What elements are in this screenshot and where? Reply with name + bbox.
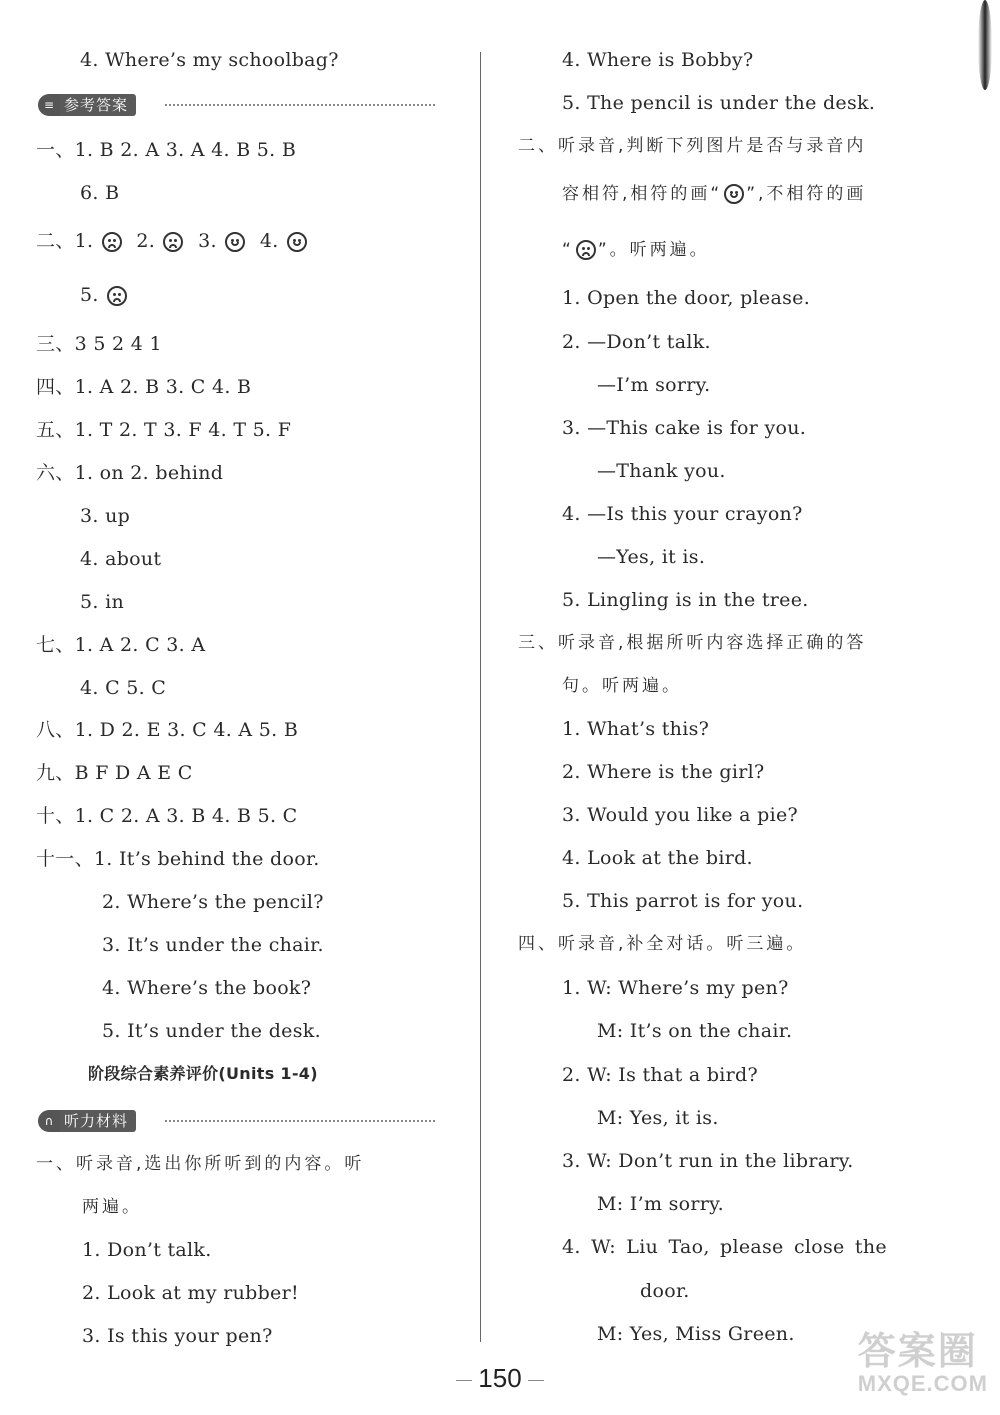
answer-4: 四、1. A 2. B 3. C 4. B: [36, 376, 252, 398]
q4-item-2: 2. W: Is that a bird?: [562, 1064, 758, 1086]
watermark-line-2: MXQE.COM: [857, 1371, 988, 1396]
happy-face-icon: [287, 232, 307, 252]
q3-item-3: 3. Would you like a pie?: [562, 804, 798, 826]
q2-item-4b: —Yes, it is.: [597, 546, 706, 568]
q2-line-b-mid: ”,不相符的画: [746, 184, 867, 204]
q3-item-4: 4. Look at the bird.: [562, 847, 753, 869]
q4-item-1: 1. W: Where’s my pen?: [562, 977, 789, 999]
happy-face-icon: [225, 232, 245, 252]
column-divider: [480, 52, 481, 1342]
q2-item-1: 1. Open the door, please.: [562, 287, 811, 309]
answer-2-prefix: 二、1.: [36, 230, 94, 252]
q3-item-2: 2. Where is the girl?: [562, 761, 765, 783]
answers-tag: [38, 94, 136, 116]
q4-item-4: 4. W: Liu Tao, please close the: [562, 1236, 887, 1258]
happy-face-icon: [724, 184, 744, 204]
answer-6b: 3. up: [80, 505, 131, 527]
q4-item-1b: M: It’s on the chair.: [597, 1020, 793, 1042]
answer-5: 五、1. T 2. T 3. F 4. T 5. F: [36, 419, 292, 441]
page-number: [0, 1363, 1000, 1394]
sad-face-icon: [102, 232, 122, 252]
headphones-icon: ∩: [38, 1110, 60, 1132]
q2-line-c-post: ”。听两遍。: [597, 240, 710, 260]
sad-face-icon: [107, 286, 127, 306]
q3-line-b: 句。听两遍。: [562, 676, 682, 696]
listening-tag: [38, 1110, 136, 1132]
q3-item-1: 1. What’s this?: [562, 718, 710, 740]
page-number-dash-right: [528, 1380, 544, 1381]
answer-1b: 6. B: [80, 182, 120, 204]
q2-item-2: 2. —Don’t talk.: [562, 331, 711, 353]
answer-6d: 5. in: [80, 591, 124, 613]
sad-face-icon: [576, 240, 596, 260]
answer-6c: 4. about: [80, 548, 162, 570]
q2-line-a: 二、听录音,判断下列图片是否与录音内: [518, 136, 867, 156]
q4-item-4b: door.: [640, 1280, 690, 1302]
q4-line-a: 四、听录音,补全对话。听三遍。: [518, 934, 807, 954]
sad-face-icon: [163, 232, 183, 252]
listening-dotted-rule: [165, 1120, 435, 1122]
answer-2b-num: 5.: [80, 284, 99, 306]
q4-item-5: M: Yes, Miss Green.: [597, 1323, 795, 1345]
listening-tag-label: 听力材料: [60, 1110, 136, 1132]
q4-item-2b: M: Yes, it is.: [597, 1107, 719, 1129]
right-line-2: 5. The pencil is under the desk.: [562, 92, 876, 114]
watermark-line-1: 答案圈: [857, 1331, 978, 1373]
answer-6: 六、1. on 2. behind: [36, 462, 224, 484]
answer-2: [36, 229, 309, 253]
q3-item-5: 5. This parrot is for you.: [562, 890, 804, 912]
answer-2-num-2: 2.: [136, 230, 156, 252]
q2-item-4: 4. —Is this your crayon?: [562, 503, 803, 525]
answers-icon: ≡: [38, 94, 60, 116]
answer-11d: 4. Where’s the book?: [102, 977, 312, 999]
watermark: [858, 1320, 988, 1397]
answer-9: 九、B F D A E C: [36, 762, 193, 784]
answer-7: 七、1. A 2. C 3. A: [36, 634, 206, 656]
answer-2b: [80, 283, 129, 307]
listening-q1-3: 3. Is this your pen?: [82, 1325, 273, 1347]
listening-q1-2: 2. Look at my rubber!: [82, 1282, 299, 1304]
answer-11c: 3. It’s under the chair.: [102, 934, 324, 956]
q2-line-c-pre: “: [562, 240, 574, 260]
q2-line-c: [562, 238, 710, 262]
right-line-1: 4. Where is Bobby?: [562, 49, 754, 71]
q2-item-5: 5. Lingling is in the tree.: [562, 589, 809, 611]
answer-10: 十、1. C 2. A 3. B 4. B 5. C: [36, 805, 298, 827]
answer-11b: 2. Where’s the pencil?: [102, 891, 324, 913]
q2-item-3: 3. —This cake is for you.: [562, 417, 807, 439]
answer-2-num-4: 4.: [259, 230, 279, 252]
listening-q1b: 两遍。: [82, 1197, 142, 1217]
answer-7b: 4. C 5. C: [80, 677, 167, 699]
left-top-line: 4. Where’s my schoolbag?: [80, 49, 339, 71]
page-number-dash-left: [456, 1380, 472, 1381]
q2-line-b: [562, 182, 866, 206]
q2-item-2b: —I’m sorry.: [597, 374, 711, 396]
page-number-value: 150: [478, 1363, 522, 1393]
q2-line-b-pre: 容相符,相符的画“: [562, 184, 723, 204]
q4-item-3: 3. W: Don’t run in the library.: [562, 1150, 854, 1172]
answer-11e: 5. It’s under the desk.: [102, 1020, 321, 1042]
answer-8: 八、1. D 2. E 3. C 4. A 5. B: [36, 719, 299, 741]
section-title: 阶段综合素养评价(Units 1-4): [88, 1064, 318, 1083]
answer-3: 三、3 5 2 4 1: [36, 333, 162, 355]
answer-11: 十一、1. It’s behind the door.: [36, 848, 320, 870]
listening-q1: 一、听录音,选出你所听到的内容。听: [36, 1154, 365, 1174]
listening-q1-1: 1. Don’t talk.: [82, 1239, 212, 1261]
q3-line-a: 三、听录音,根据所听内容选择正确的答: [518, 633, 867, 653]
q4-item-3b: M: I’m sorry.: [597, 1193, 725, 1215]
q2-item-3b: —Thank you.: [597, 460, 726, 482]
answer-1: 一、1. B 2. A 3. A 4. B 5. B: [36, 139, 297, 161]
answer-2-num-3: 3.: [198, 230, 217, 252]
answers-tag-label: 参考答案: [60, 94, 136, 116]
page-edge-shadow: [978, 0, 992, 90]
answers-dotted-rule: [165, 104, 435, 106]
